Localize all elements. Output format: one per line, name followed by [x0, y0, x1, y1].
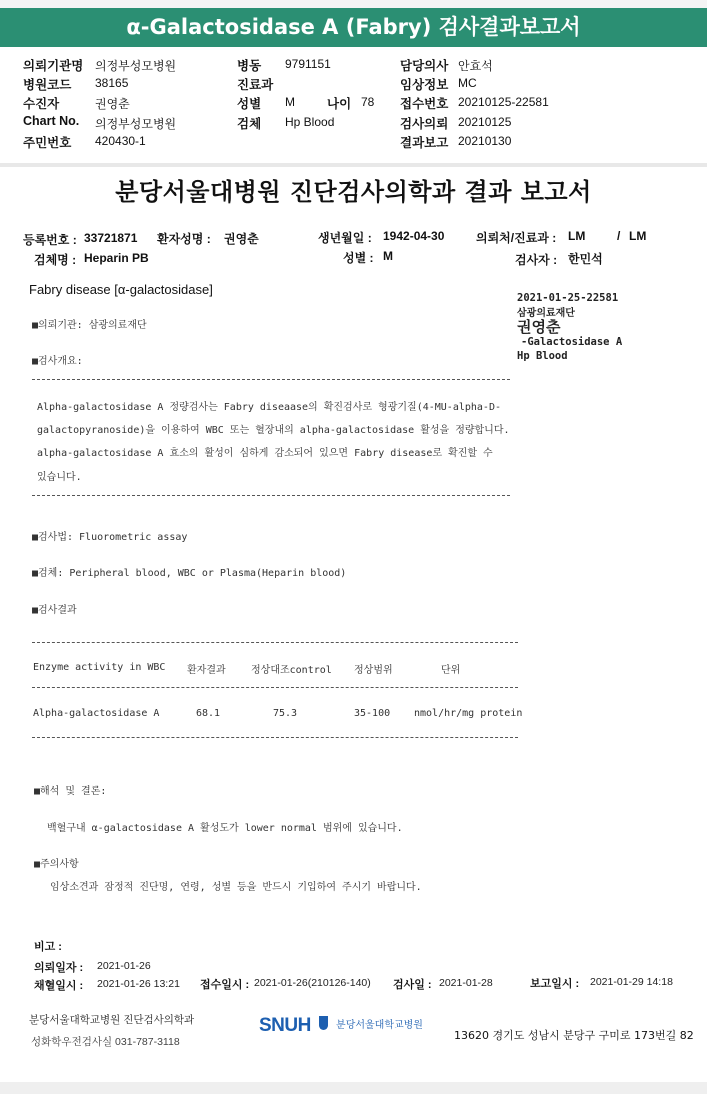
test-date-label: 검사일 :	[393, 979, 432, 991]
table-cell: nmol/hr/mg protein	[414, 708, 523, 719]
overview-line: galactopyranoside)을 이용하여 WBC 또는 혈장내의 alpha-galactosidase 활성을 정량합니다.	[37, 425, 510, 436]
sex-value: M	[383, 249, 393, 263]
dashed-divider	[32, 642, 518, 643]
hdr-value: 의정부성모병원	[95, 117, 177, 131]
test-name: Fabry disease [α-galactosidase]	[29, 282, 213, 297]
hdr-value: 78	[361, 95, 375, 109]
lab-phone: 성화학우전검사실 031-787-3118	[31, 1036, 180, 1048]
snuh-logo	[259, 1015, 423, 1039]
sample-line: ■검체: Peripheral blood, WBC or Plasma(Heparin blood)	[32, 568, 347, 579]
result-heading: ■검사결과	[32, 605, 77, 616]
hdr-value: 의정부성모병원	[95, 59, 177, 73]
specimen-label: 검체명 :	[34, 253, 77, 267]
hdr-label: 담당의사	[400, 59, 449, 73]
hdr-label: 나이	[327, 97, 352, 111]
caution-heading: ■주의사항	[34, 859, 79, 870]
hdr-label: 결과보고	[400, 136, 449, 150]
draw-label: 채혈일시 :	[34, 980, 84, 992]
hdr-value: M	[285, 95, 295, 109]
dashed-divider	[32, 379, 510, 380]
reg-label: 등록번호 :	[23, 233, 77, 247]
address: 13620 경기도 성남시 분당구 구미로 173번길 82	[454, 1029, 694, 1042]
table-header-cell: 단위	[441, 665, 461, 676]
bottom-edge	[0, 1082, 707, 1094]
dept-value: LM	[629, 229, 647, 243]
dashed-divider	[32, 687, 518, 688]
hdr-label: 성별	[237, 97, 262, 111]
dept-separator: /	[617, 229, 621, 243]
hdr-label: 임상정보	[400, 78, 449, 92]
hdr-value: 38165	[95, 76, 129, 90]
hdr-label: 수진자	[23, 97, 60, 111]
hdr-label: 의뢰기관명	[23, 59, 84, 73]
overview-line: alpha-galactosidase A 효소의 활성이 심하게 감소되어 있으면 Fabry disease로 확진할 수	[37, 448, 493, 459]
table-header-cell: 환자결과	[187, 665, 226, 676]
hdr-label: 검체	[237, 117, 262, 131]
hdr-value: MC	[458, 76, 477, 90]
hdr-label: 병동	[237, 59, 262, 73]
hdr-label: 주민번호	[23, 136, 72, 150]
hdr-value: 20210125-22581	[458, 95, 549, 109]
table-cell: 68.1	[196, 708, 221, 719]
hdr-label: 접수번호	[400, 97, 449, 111]
dept-name: 분당서울대학교병원 진단검사의학과	[29, 1014, 195, 1026]
report-banner: α-Galactosidase A (Fabry) 검사결과보고서	[0, 8, 707, 47]
hdr-label: Chart No.	[23, 114, 80, 128]
dept-label: 의뢰처/진료과 :	[476, 231, 557, 245]
report-title: 분당서울대병원 진단검사의학과 결과 보고서	[115, 178, 592, 206]
overview-line: Alpha-galactosidase A 정량검사는 Fabry diseaase의 확진검사로 형광기질(4-MU-alpha-D-	[37, 402, 501, 413]
note-label: 비고 :	[34, 941, 62, 953]
overview-line: 있습니다.	[37, 472, 82, 483]
report-date-label: 보고일시 :	[530, 978, 580, 990]
table-header-cell: Enzyme activity in WBC	[33, 662, 166, 673]
test-date-value: 2021-01-28	[439, 977, 493, 989]
hdr-value: 권영춘	[95, 97, 130, 111]
stamp-test: -Galactosidase A	[521, 336, 623, 348]
stamp-specimen: Hp Blood	[517, 350, 568, 362]
top-edge	[0, 0, 707, 8]
hdr-value: Hp Blood	[285, 115, 335, 129]
hdr-value: 20210130	[458, 134, 512, 148]
stamp-lab: 삼광의료재단	[517, 308, 575, 319]
request-date-value: 2021-01-26	[97, 960, 151, 972]
interpretation-heading: ■해석 및 결론:	[34, 786, 107, 797]
hdr-value: 20210125	[458, 115, 512, 129]
reg-value: 33721871	[84, 231, 138, 245]
table-cell: Alpha-galactosidase A	[33, 708, 160, 719]
dob-label: 생년월일 :	[318, 231, 372, 245]
stamp-accession: 2021-01-25-22581	[517, 292, 619, 304]
section-divider	[0, 163, 707, 167]
hdr-label: 병원코드	[23, 78, 72, 92]
examiner-value: 한민석	[568, 252, 603, 266]
stamp-patient: 권영춘	[517, 318, 561, 336]
dob-value: 1942-04-30	[383, 229, 445, 243]
hdr-value: 420430-1	[95, 134, 146, 148]
specimen-value: Heparin PB	[84, 251, 149, 265]
logo-mark-icon	[319, 1016, 328, 1030]
hdr-label: 검사의뢰	[400, 117, 449, 131]
interpretation-text: 백혈구내 α-galactosidase A 활성도가 lower normal 범위에 있습니다.	[47, 823, 403, 834]
dept-value: LM	[568, 229, 586, 243]
dashed-divider	[32, 495, 510, 496]
table-header-cell: 정상범위	[354, 665, 393, 676]
draw-value: 2021-01-26 13:21	[97, 978, 180, 990]
sex-label: 성별 :	[343, 251, 374, 265]
hdr-value: 안효석	[458, 59, 493, 73]
table-cell: 75.3	[273, 708, 298, 719]
referral-line: ■의뢰기관: 삼광의료재단	[32, 320, 147, 331]
hdr-value: 9791151	[285, 57, 331, 71]
name-label: 환자성명 :	[157, 232, 211, 246]
table-cell: 35-100	[354, 708, 391, 719]
caution-text: 임상소견과 잠정적 진단명, 연령, 성별 등을 반드시 기입하여 주시기 바랍니다.	[50, 882, 422, 893]
table-header-cell: 정상대조control	[251, 665, 332, 676]
logo-subtext: 분당서울대학교병원	[336, 1020, 423, 1031]
request-date-label: 의뢰일자 :	[34, 962, 84, 974]
name-value: 권영춘	[224, 232, 259, 246]
overview-heading: ■검사개요:	[32, 356, 83, 367]
dashed-divider	[32, 737, 518, 738]
examiner-label: 검사자 :	[515, 253, 558, 267]
receive-value: 2021-01-26(210126-140)	[254, 977, 371, 989]
hdr-label: 진료과	[237, 78, 274, 92]
receive-label: 접수일시 :	[200, 979, 250, 991]
method-line: ■검사법: Fluorometric assay	[32, 532, 188, 543]
logo-text: SNUH	[259, 1015, 311, 1036]
report-date-value: 2021-01-29 14:18	[590, 976, 673, 988]
